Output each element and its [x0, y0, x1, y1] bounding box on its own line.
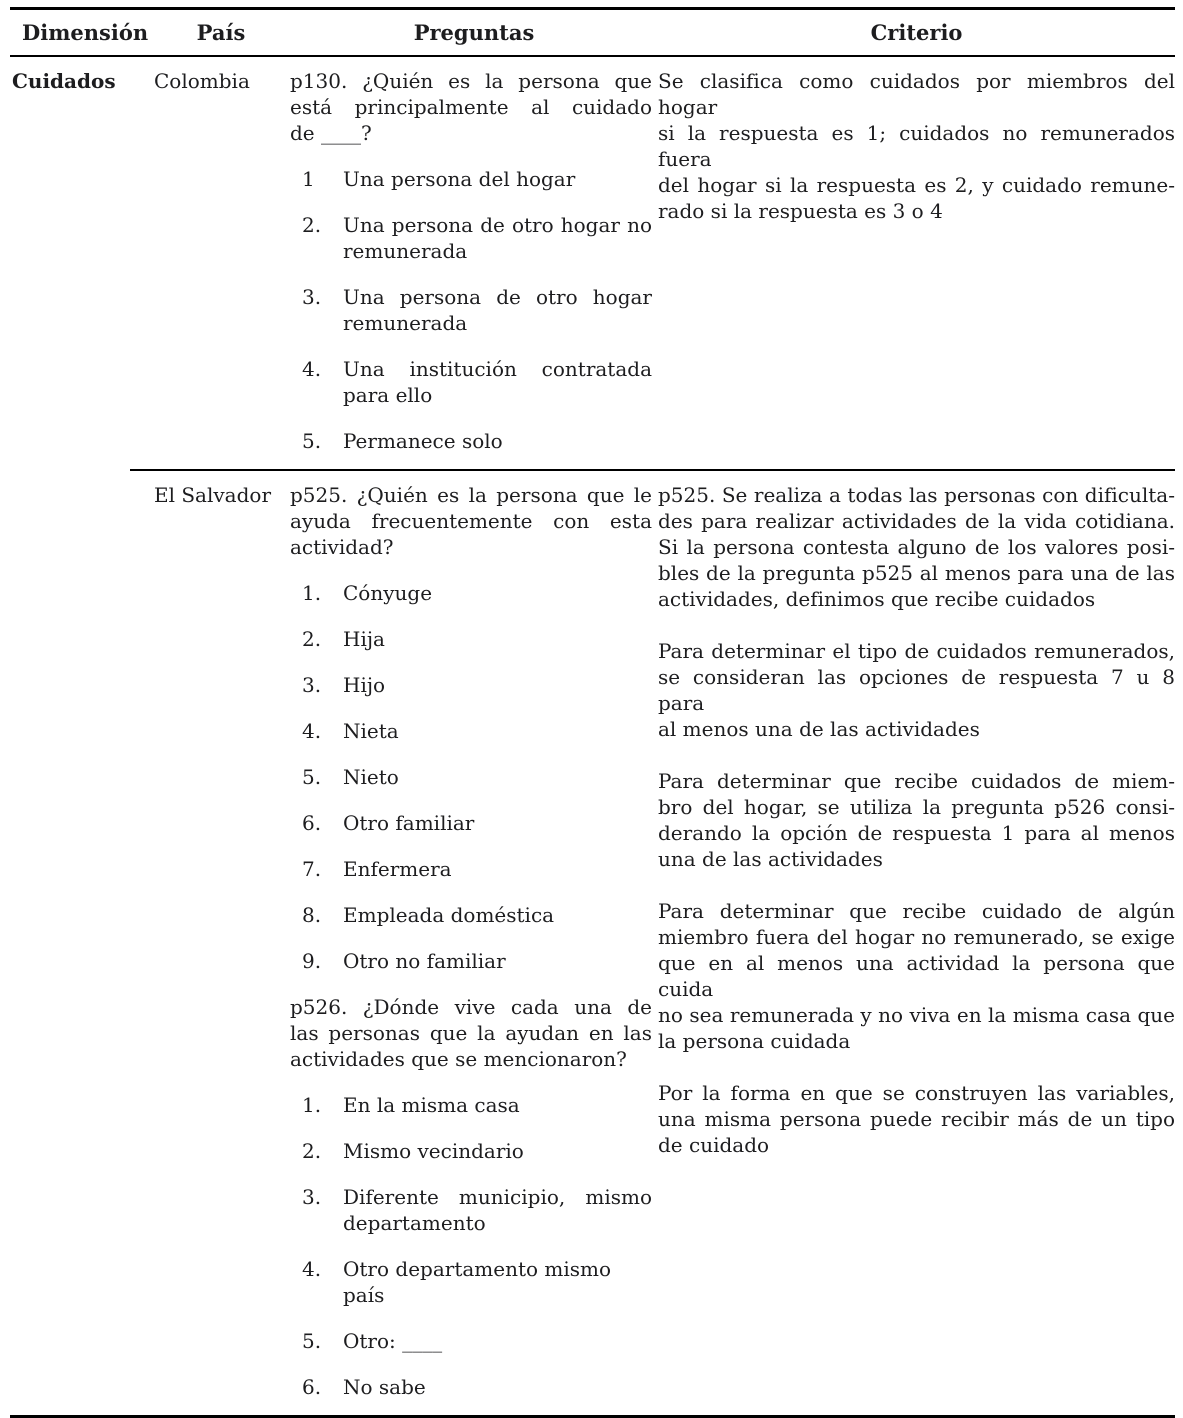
option-number: 2.	[302, 1139, 322, 1163]
option-item	[290, 356, 652, 408]
option-item	[290, 810, 652, 836]
option-line: En la misma casa	[343, 1093, 520, 1117]
question-block	[290, 68, 652, 146]
option-text	[343, 902, 652, 928]
option-number: 3.	[302, 1185, 322, 1209]
header-country: País	[196, 20, 246, 45]
question-line: p526. ¿Dónde vive cada una de	[290, 995, 652, 1019]
option-line: remunerada	[343, 311, 468, 335]
option-line: Mismo vecindario	[343, 1139, 524, 1163]
question-line: de ____?	[290, 121, 372, 145]
option-number: 6.	[302, 1375, 322, 1399]
option-item	[290, 580, 652, 606]
option-item	[290, 284, 652, 336]
question-line: las personas que la ayudan en las	[290, 1021, 652, 1045]
option-item	[290, 1256, 652, 1308]
option-line: Una persona de otro hogar no	[343, 213, 652, 237]
dimension-cell: Cuidados	[12, 69, 116, 93]
option-number: 1.	[302, 1093, 322, 1117]
question-block	[290, 482, 652, 560]
option-number: 1	[302, 167, 315, 191]
option-line: Empleada doméstica	[343, 903, 555, 927]
table-body	[10, 57, 1175, 1415]
criteria-line: Para determinar que recibe cuidado de algún	[658, 899, 1175, 923]
criteria-cell	[658, 68, 1175, 224]
option-line: Otro departamento mismo país	[343, 1257, 612, 1307]
question-line: está principalmente al cuidado	[290, 95, 652, 119]
criteria-paragraph	[658, 638, 1175, 742]
option-line: Enfermera	[343, 857, 452, 881]
question-line: actividad?	[290, 535, 394, 559]
option-number: 9.	[302, 949, 322, 973]
country-cell: El Salvador	[154, 483, 272, 507]
criteria-line: la persona cuidada	[658, 1029, 851, 1053]
option-text	[343, 672, 652, 698]
option-line: Nieta	[343, 719, 399, 743]
criteria-paragraph	[658, 768, 1175, 872]
criteria-paragraph	[658, 482, 1175, 612]
option-line: Otro: ____	[343, 1329, 443, 1353]
option-number: 2.	[302, 627, 322, 651]
option-item	[290, 764, 652, 790]
criteria-paragraph	[658, 1080, 1175, 1158]
criteria-line: miembro fuera del hogar no remunerado, se exige	[658, 925, 1175, 949]
option-text	[343, 948, 652, 974]
option-line: Una persona de otro hogar	[343, 285, 652, 309]
option-line: No sabe	[343, 1375, 426, 1399]
criteria-line: bles de la pregunta p525 al menos para una de las	[658, 561, 1175, 585]
table-row	[10, 57, 1175, 469]
option-text	[343, 1184, 652, 1236]
criteria-line: des para realizar actividades de la vida cotidiana.	[658, 509, 1175, 533]
option-item	[290, 718, 652, 744]
option-number: 8.	[302, 903, 322, 927]
option-number: 3.	[302, 673, 322, 697]
option-number: 5.	[302, 1329, 322, 1353]
option-text	[343, 810, 652, 836]
option-line: Una institución contratada	[343, 357, 652, 381]
option-item	[290, 166, 652, 192]
option-text	[343, 1374, 652, 1400]
option-item	[290, 1184, 652, 1236]
question-line: p525. ¿Quién es la persona que le	[290, 483, 652, 507]
criteria-paragraph	[658, 898, 1175, 1054]
criteria-line: p525. Se realiza a todas las personas con dificulta-	[658, 483, 1175, 507]
option-item	[290, 1374, 652, 1400]
option-item	[290, 948, 652, 974]
question-line: actividades que se mencionaron?	[290, 1047, 627, 1071]
option-item	[290, 1092, 652, 1118]
option-number: 3.	[302, 285, 322, 309]
option-text	[343, 1092, 652, 1118]
criteria-line: no sea remunerada y no viva en la misma casa que	[658, 1003, 1175, 1027]
table-header	[10, 10, 1175, 55]
question-line: p130. ¿Quién es la persona que	[290, 69, 652, 93]
option-text	[343, 1256, 652, 1308]
questions-cell	[290, 68, 658, 454]
option-text	[343, 428, 652, 454]
option-number: 4.	[302, 357, 322, 381]
option-number: 1.	[302, 581, 322, 605]
option-line: Hijo	[343, 673, 386, 697]
option-text	[343, 1138, 652, 1164]
option-text	[343, 764, 652, 790]
option-item	[290, 428, 652, 454]
criteria-line: si la respuesta es 1; cuidados no remunerados fuera	[658, 121, 1175, 171]
option-line: departamento	[343, 1211, 486, 1235]
criteria-line: Para determinar el tipo de cuidados remunerados,	[658, 639, 1175, 663]
criteria-line: al menos una de las actividades	[658, 717, 980, 741]
option-number: 5.	[302, 765, 322, 789]
option-number: 5.	[302, 429, 322, 453]
option-text	[343, 166, 652, 192]
option-number: 4.	[302, 719, 322, 743]
header-questions: Preguntas	[413, 20, 535, 45]
option-number: 6.	[302, 811, 322, 835]
criteria-line: Por la forma en que se construyen las variables,	[658, 1081, 1175, 1105]
option-line: remunerada	[343, 239, 468, 263]
question-block	[290, 994, 652, 1072]
header-criteria: Criterio	[870, 20, 963, 45]
option-line: Permanece solo	[343, 429, 503, 453]
option-item	[290, 212, 652, 264]
option-line: Diferente municipio, mismo	[343, 1185, 652, 1209]
option-line: Cónyuge	[343, 581, 433, 605]
criteria-line: bro del hogar, se utiliza la pregunta p526 consi-	[658, 795, 1175, 819]
option-item	[290, 626, 652, 652]
country-cell: Colombia	[154, 69, 250, 93]
option-item	[290, 1328, 652, 1354]
criteria-paragraph	[658, 68, 1175, 224]
option-text	[343, 212, 652, 264]
criteria-line: una de las actividades	[658, 847, 883, 871]
criteria-line: derando la opción de respuesta 1 para al menos	[658, 821, 1175, 845]
option-line: Hija	[343, 627, 385, 651]
option-line: para ello	[343, 383, 433, 407]
option-text	[343, 626, 652, 652]
option-number: 2.	[302, 213, 322, 237]
option-number: 4.	[302, 1257, 322, 1281]
criteria-line: Si la persona contesta alguno de los valores posi-	[658, 535, 1175, 559]
question-line: ayuda frecuentemente con esta	[290, 509, 652, 533]
option-line: Nieto	[343, 765, 399, 789]
option-line: Otro no familiar	[343, 949, 506, 973]
table-row	[10, 471, 1175, 1415]
header-dimension: Dimensión	[22, 20, 149, 45]
criteria-line: Para determinar que recibe cuidados de miem-	[658, 769, 1175, 793]
option-text	[343, 284, 652, 336]
option-number: 7.	[302, 857, 322, 881]
option-text	[343, 580, 652, 606]
option-item	[290, 902, 652, 928]
option-line: Una persona del hogar	[343, 167, 576, 191]
criteria-line: rado si la respuesta es 3 o 4	[658, 199, 943, 223]
option-item	[290, 672, 652, 698]
criteria-line: actividades, definimos que recibe cuidados	[658, 587, 1096, 611]
criteria-line: una misma persona puede recibir más de un tipo	[658, 1107, 1175, 1131]
option-item	[290, 856, 652, 882]
criteria-line: del hogar si la respuesta es 2, y cuidado remune-	[658, 173, 1175, 197]
questions-cell	[290, 482, 658, 1400]
criteria-line: Se clasifica como cuidados por miembros del hogar	[658, 69, 1175, 119]
option-text	[343, 1328, 652, 1354]
option-text	[343, 356, 652, 408]
option-item	[290, 1138, 652, 1164]
option-text	[343, 718, 652, 744]
option-line: Otro familiar	[343, 811, 475, 835]
criteria-line: se consideran las opciones de respuesta 7 u 8 para	[658, 665, 1175, 715]
option-text	[343, 856, 652, 882]
criteria-line: de cuidado	[658, 1133, 770, 1157]
criteria-cell	[658, 482, 1175, 1158]
criteria-line: que en al menos una actividad la persona que cuida	[658, 951, 1175, 1001]
